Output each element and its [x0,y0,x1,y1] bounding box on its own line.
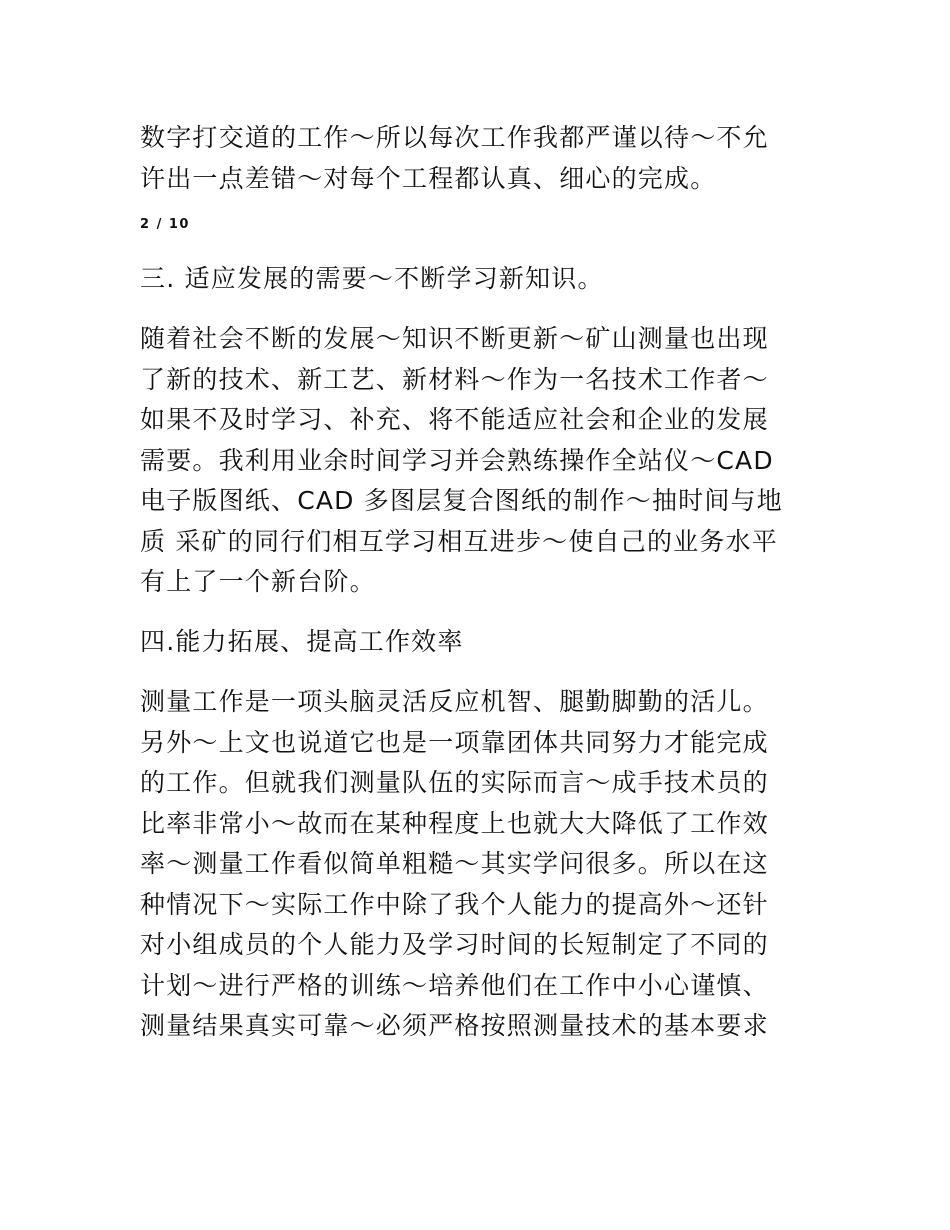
section-heading: 四.能力拓展、提高工作效率 [140,627,464,656]
paragraph-work-attitude [140,118,820,199]
paragraph-line: 种情况下～实际工作中除了我个人能力的提高外～还针 [140,889,769,919]
paragraph-line: 了新的技术、新工艺、新材料～作为一名技术工作者～ [140,364,769,394]
paragraph-line: 率～测量工作看似简单粗糙～其实学问很多。所以在这 [140,849,769,878]
paragraph-line: 数字打交道的工作～所以每次工作我都严谨以待～不允 [140,123,769,152]
paragraph-line: 许出一点差错～对每个工程都认真、细心的完成。 [140,163,717,193]
paragraph-line: 计划～进行严格的训练～培养他们在工作中小心谨慎、 [140,970,769,1000]
paragraph-line: 另外～上文也说道它也是一项靠团体共同努力才能完成 [140,727,769,757]
paragraph-line: 质 采矿的同行们相互学习相互进步～使自己的业务水平 [140,526,778,556]
section-heading-4 [140,622,820,663]
page-number: 2 / 10 [140,217,190,232]
paragraph-line: 需要。我利用业余时间学习并会熟练操作全站仪～CAD [140,445,774,475]
paragraph-line: 有上了一个新台阶。 [140,567,376,596]
section-heading-3 [140,259,820,300]
paragraph-efficiency [140,682,820,1047]
paragraph-line: 测量工作是一项头脑灵活反应机智、腿勤脚勤的活儿。 [140,687,769,716]
paragraph-line: 电子版图纸、CAD 多图层复合图纸的制作～抽时间与地 [140,486,783,515]
paragraph-line: 测量结果真实可靠～必须严格按照测量技术的基本要求 [140,1011,769,1040]
paragraph-learning [140,319,820,603]
paragraph-line: 对小组成员的个人能力及学习时间的长短制定了不同的 [140,930,769,959]
section-heading: 三. 适应发展的需要～不断学习新知识。 [140,264,604,293]
paragraph-line: 的工作。但就我们测量队伍的实际而言～成手技术员的 [140,768,769,797]
paragraph-line: 如果不及时学习、补充、将不能适应社会和企业的发展 [140,405,769,434]
paragraph-line: 随着社会不断的发展～知识不断更新～矿山测量也出现 [140,324,769,353]
paragraph-line: 比率非常小～故而在某种程度上也就大大降低了工作效 [140,808,769,838]
